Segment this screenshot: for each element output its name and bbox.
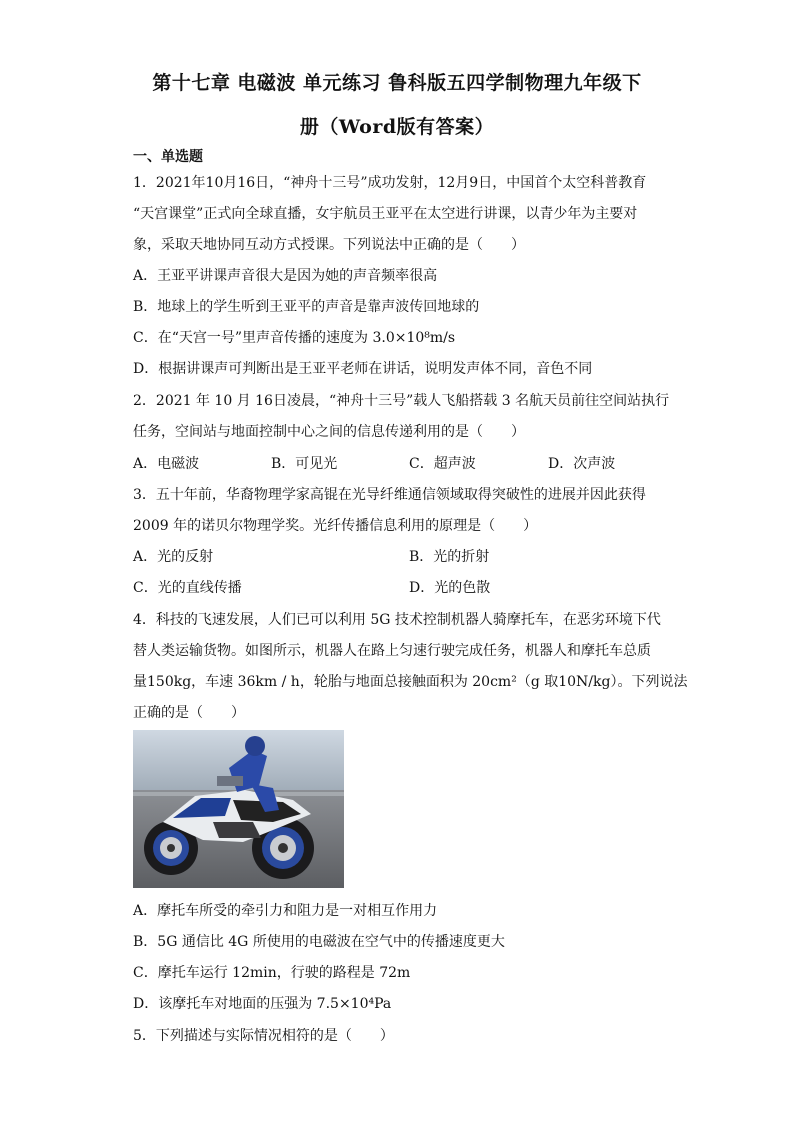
question-3-option-c: C．光的直线传播 (133, 580, 242, 596)
question-2-option-c: C．超声波 (409, 456, 476, 472)
question-4-line-3: 量150kg，车速 36km / h，轮胎与地面总接触面积为 20cm²（g 取10N/kg）。下列说法 (133, 674, 688, 690)
question-1-line-1: 1．2021年10月16日，“神舟十三号”成功发射，12月9日，中国首个太空科普教育 (133, 175, 647, 191)
question-2-line-2: 任务，空间站与地面控制中心之间的信息传递利用的是（ ） (133, 424, 525, 440)
question-3-line-2: 2009 年的诺贝尔物理学奖。光纤传播信息利用的原理是（ ） (133, 518, 538, 534)
question-3-option-b: B．光的折射 (409, 549, 490, 565)
question-4-option-a: A．摩托车所受的牵引力和阻力是一对相互作用力 (133, 903, 438, 919)
question-3-option-a: A．光的反射 (133, 549, 214, 565)
question-1-option-d: D．根据讲课声可判断出是王亚平老师在讲话，说明发声体不同，音色不同 (133, 361, 593, 377)
question-2-line-1: 2．2021 年 10 月 16日凌晨，“神舟十三号”载人飞船搭载 3 名航天员前往空间站执行 (133, 393, 670, 409)
question-1-line-2: “天宫课堂”正式向全球直播，女宇航员王亚平在太空进行讲课，以青少年为主要对 (133, 206, 638, 222)
question-1-option-c: C．在“天宫一号”里声音传播的速度为 3.0×10⁸m/s (133, 330, 456, 346)
question-2-option-a: A．电磁波 (133, 456, 200, 472)
question-4-line-2: 替人类运输货物。如图所示，机器人在路上匀速行驶完成任务，机器人和摩托车总质 (133, 643, 651, 659)
section-heading: 一、单选题 (133, 149, 203, 165)
question-3-option-d: D．光的色散 (409, 580, 491, 596)
document-title-line-1: 第十七章 电磁波 单元练习 鲁科版五四学制物理九年级下 (152, 72, 642, 94)
question-1-option-b: B．地球上的学生听到王亚平的声音是靠声波传回地球的 (133, 299, 480, 315)
question-4-line-1: 4．科技的飞速发展，人们已可以利用 5G 技术控制机器人骑摩托车，在恶劣环境下代 (133, 612, 661, 628)
document-title-line-2: 册（Word版有答案） (299, 116, 495, 138)
question-3-line-1: 3．五十年前，华裔物理学家高锟在光导纤维通信领域取得突破性的进展并因此获得 (133, 487, 646, 503)
question-4-option-c: C．摩托车运行 12min，行驶的路程是 72m (133, 965, 411, 981)
question-4-option-d: D．该摩托车对地面的压强为 7.5×10⁴Pa (133, 996, 392, 1012)
question-5-line-1: 5．下列描述与实际情况相符的是（ ） (133, 1028, 394, 1044)
question-1-option-a: A．王亚平讲课声音很大是因为她的声音频率很高 (133, 268, 438, 284)
question-1-line-3: 象，采取天地协同互动方式授课。下列说法中正确的是（ ） (133, 237, 525, 253)
robot-motorcycle-image (133, 730, 344, 888)
question-2-option-d: D．次声波 (548, 456, 616, 472)
question-4-line-4: 正确的是（ ） (133, 705, 245, 721)
question-2-option-b: B．可见光 (271, 456, 338, 472)
question-4-option-b: B．5G 通信比 4G 所使用的电磁波在空气中的传播速度更大 (133, 934, 505, 950)
